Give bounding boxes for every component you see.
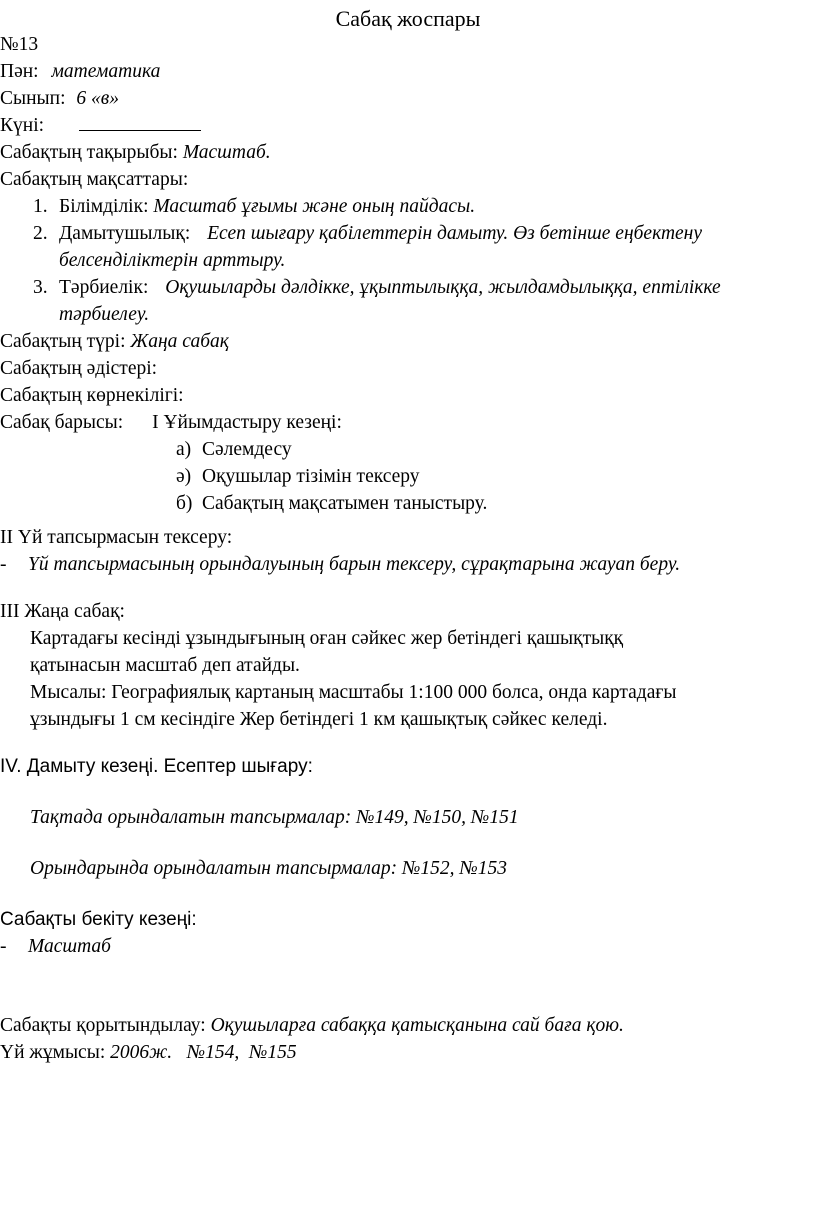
lesson-type-label: Сабақтың түрі:	[0, 331, 126, 352]
goal-item	[33, 193, 475, 221]
progress-item-mark: ә)	[176, 466, 192, 487]
homework-check-heading: ІІ Үй тапсырмасын тексеру:	[0, 527, 233, 548]
progress-item-text: Оқушылар тізімін тексеру	[202, 466, 420, 487]
progress-label: Сабақ барысы:	[0, 412, 124, 433]
topic-label: Сабақтың тақырыбы:	[0, 142, 178, 163]
goal-value-continued: белсенділіктерін арттыру.	[59, 250, 286, 271]
goal-number: 1.	[33, 196, 48, 217]
date-line	[0, 112, 201, 140]
goal-value: Масштаб ұғымы және оның пайдасы.	[153, 196, 476, 217]
progress-item-text: Сәлемдесу	[202, 439, 292, 460]
goal-label: Тәрбиелік:	[59, 277, 149, 298]
goals-heading: Сабақтың мақсаттары:	[0, 169, 189, 190]
topic-value: Масштаб.	[182, 142, 271, 163]
seat-tasks: Орындарында орындалатын тапсырмалар: №152, №153	[30, 858, 508, 879]
page-title: Сабақ жоспары	[335, 6, 481, 31]
grade-line	[0, 85, 119, 113]
subject-line	[0, 58, 160, 86]
date-blank	[79, 112, 201, 131]
progress-item-mark: а)	[176, 439, 192, 460]
progress-item	[176, 436, 292, 464]
goal-label: Білімділік:	[59, 196, 149, 217]
goal-value-continued: тәрбиелеу.	[59, 304, 150, 325]
subject-label: Пән:	[0, 61, 39, 82]
goal-value: Есеп шығару қабілеттерін дамыту. Өз бетінше еңбектену	[207, 223, 703, 244]
goal-label: Дамытушылық:	[59, 223, 191, 244]
progress-item-mark: б)	[176, 493, 193, 514]
lesson-type-line	[0, 328, 229, 356]
subject-value: математика	[51, 61, 161, 82]
summary-line	[0, 1012, 624, 1040]
homework-value: 2006ж. №154, №155	[110, 1042, 297, 1063]
lesson-number: №13	[0, 34, 39, 55]
lesson-type-value: Жаңа сабақ	[130, 331, 229, 352]
homework-check-line	[0, 551, 680, 579]
new-lesson-text-line: ұзындығы 1 см кесіндіге Жер бетіндегі 1 км қашықтық сәйкес келеді.	[30, 709, 608, 730]
new-lesson-text-line: Картадағы кесінді ұзындығының оған сәйкес жер бетіндегі қашықтыққ	[30, 628, 624, 649]
stage-one-heading: І Ұйымдастыру кезеңі:	[152, 412, 342, 433]
methods-line: Сабақтың әдістері:	[0, 358, 158, 379]
progress-line	[0, 409, 342, 437]
grade-value: 6 «в»	[76, 88, 119, 109]
progress-item-text: Сабақтың мақсатымен таныстыру.	[202, 493, 488, 514]
progress-item	[176, 490, 487, 518]
consolidation-line	[0, 933, 111, 961]
goal-item	[33, 220, 702, 248]
dash-bullet: -	[0, 554, 7, 575]
new-lesson-text-line: Мысалы: Географиялық картаның масштабы 1:100 000 болса, онда картадағы	[30, 682, 677, 703]
date-label: Күні:	[0, 115, 45, 136]
board-tasks: Тақтада орындалатын тапсырмалар: №149, №150, №151	[30, 807, 519, 828]
grade-label: Сынып:	[0, 88, 66, 109]
homework-label: Үй жұмысы:	[0, 1042, 106, 1063]
summary-value: Оқушыларға сабаққа қатысқанына сай баға қою.	[210, 1015, 624, 1036]
goal-number: 3.	[33, 277, 48, 298]
goal-number: 2.	[33, 223, 48, 244]
new-lesson-text-line: қатынасын масштаб деп атайды.	[30, 655, 300, 676]
summary-label: Сабақты қорытындылау:	[0, 1015, 206, 1036]
progress-item	[176, 463, 420, 491]
dash-bullet: -	[0, 936, 7, 957]
consolidation-heading: Сабақты бекіту кезеңі:	[0, 909, 197, 930]
goal-value: Оқушыларды дәлдікке, ұқыптылыққа, жылдамдылыққа, ептілікке	[165, 277, 721, 298]
topic-line	[0, 139, 271, 167]
homework-line	[0, 1039, 297, 1067]
homework-check-text: Үй тапсырмасының орындалуының барын тексеру, сұрақтарына жауап беру.	[28, 554, 681, 575]
development-heading: ІV. Дамыту кезеңі. Есептер шығару:	[0, 756, 313, 777]
visuals-line: Сабақтың көрнекілігі:	[0, 385, 184, 406]
goal-item	[33, 274, 721, 302]
new-lesson-heading: ІІІ Жаңа сабақ:	[0, 601, 125, 622]
consolidation-text: Масштаб	[28, 936, 111, 957]
